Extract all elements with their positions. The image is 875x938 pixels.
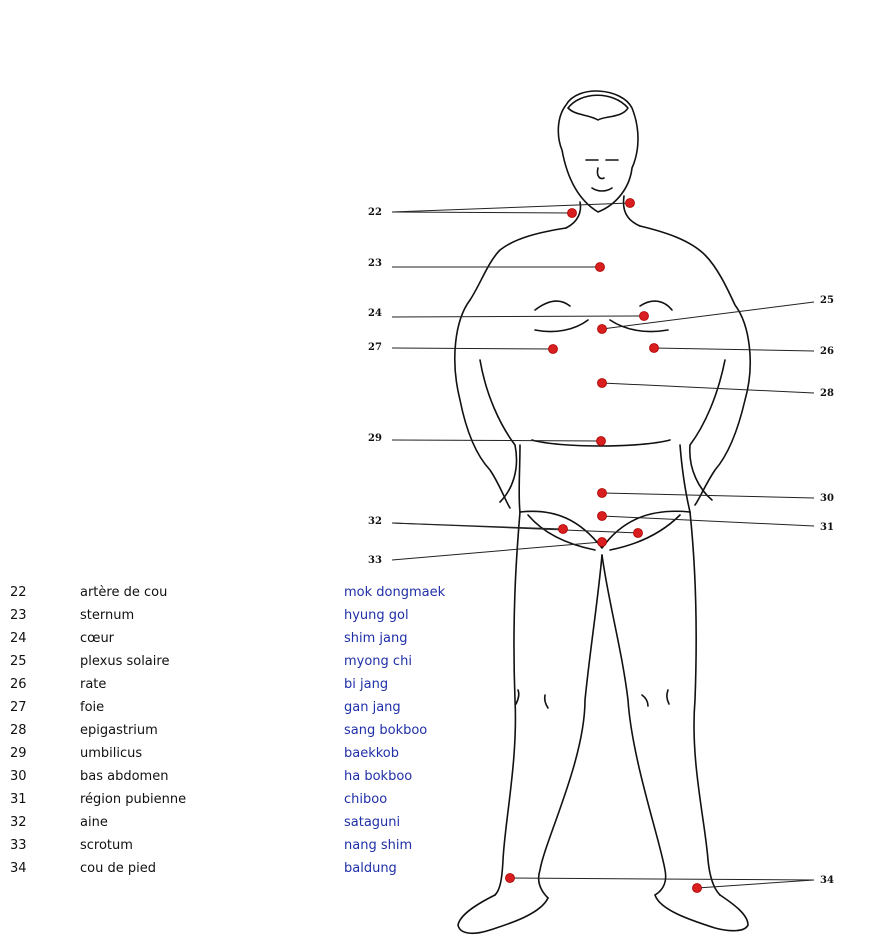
marker-25: [598, 325, 607, 334]
legend-french: région pubienne: [80, 792, 187, 807]
legend-korean: baldung: [344, 861, 397, 876]
legend-row: [10, 700, 530, 723]
marker-26: [650, 344, 659, 353]
legend-number: 22: [10, 585, 27, 600]
legend-french: cou de pied: [80, 861, 156, 876]
legend-korean: gan jang: [344, 700, 401, 715]
label-29: 29: [368, 433, 382, 444]
legend-french: artère de cou: [80, 585, 168, 600]
legend-number: 34: [10, 861, 27, 876]
legend-row: [10, 654, 530, 677]
marker-32b: [634, 529, 643, 538]
legend-row: [10, 723, 530, 746]
marker-32a: [559, 525, 568, 534]
legend-number: 29: [10, 746, 27, 761]
legend-korean: sang bokboo: [344, 723, 428, 738]
legend-number: 23: [10, 608, 27, 623]
legend-row: [10, 677, 530, 700]
legend-korean: baekkob: [344, 746, 400, 761]
label-27: 27: [368, 342, 382, 353]
legend-korean: sataguni: [344, 815, 401, 830]
label-30: 30: [820, 493, 834, 504]
legend-french: sternum: [80, 608, 135, 623]
marker-27: [549, 345, 558, 354]
legend-number: 28: [10, 723, 27, 738]
legend-row: [10, 769, 530, 792]
legend-french: cœur: [80, 631, 115, 646]
marker-30: [598, 489, 607, 498]
legend-table: [10, 585, 530, 884]
legend-korean: myong chi: [344, 654, 412, 669]
marker-22a: [568, 209, 577, 218]
label-22: 22: [368, 207, 382, 218]
legend-number: 25: [10, 654, 27, 669]
legend-french: scrotum: [80, 838, 133, 853]
legend-row: [10, 815, 530, 838]
marker-24: [640, 312, 649, 321]
legend-korean: hyung gol: [344, 608, 409, 623]
marker-31: [598, 512, 607, 521]
marker-34b: [693, 884, 702, 893]
label-32: 32: [368, 516, 382, 527]
legend-row: [10, 861, 530, 884]
legend-french: umbilicus: [80, 746, 143, 761]
label-34: 34: [820, 875, 834, 886]
legend-french: bas abdomen: [80, 769, 169, 784]
marker-28: [598, 379, 607, 388]
legend-korean: mok dongmaek: [344, 585, 446, 600]
legend-korean: bi jang: [344, 677, 389, 692]
legend-korean: shim jang: [344, 631, 408, 646]
legend-french: aine: [80, 815, 108, 830]
legend-number: 27: [10, 700, 27, 715]
label-26: 26: [820, 346, 834, 357]
legend-number: 30: [10, 769, 27, 784]
label-23: 23: [368, 258, 382, 269]
legend-row: [10, 746, 530, 769]
marker-23: [596, 263, 605, 272]
legend-row: [10, 838, 530, 861]
legend-french: rate: [80, 677, 107, 692]
marker-29: [597, 437, 606, 446]
label-25: 25: [820, 295, 834, 306]
legend-number: 26: [10, 677, 27, 692]
point-markers: [506, 199, 702, 893]
legend-number: 33: [10, 838, 27, 853]
legend-korean: ha bokboo: [344, 769, 413, 784]
legend-french: epigastrium: [80, 723, 158, 738]
legend-korean: chiboo: [344, 792, 388, 807]
legend-row: [10, 631, 530, 654]
marker-22b: [626, 199, 635, 208]
legend-french: foie: [80, 700, 105, 715]
legend-number: 24: [10, 631, 27, 646]
legend-row: [10, 792, 530, 815]
label-24: 24: [368, 308, 382, 319]
legend-korean: nang shim: [344, 838, 413, 853]
label-28: 28: [820, 388, 834, 399]
legend-number: 31: [10, 792, 27, 807]
legend-row: [10, 608, 530, 631]
label-33: 33: [368, 555, 382, 566]
marker-33: [598, 538, 607, 547]
label-31: 31: [820, 522, 834, 533]
legend-french: plexus solaire: [80, 654, 170, 669]
legend-row: [10, 585, 530, 608]
legend-number: 32: [10, 815, 27, 830]
